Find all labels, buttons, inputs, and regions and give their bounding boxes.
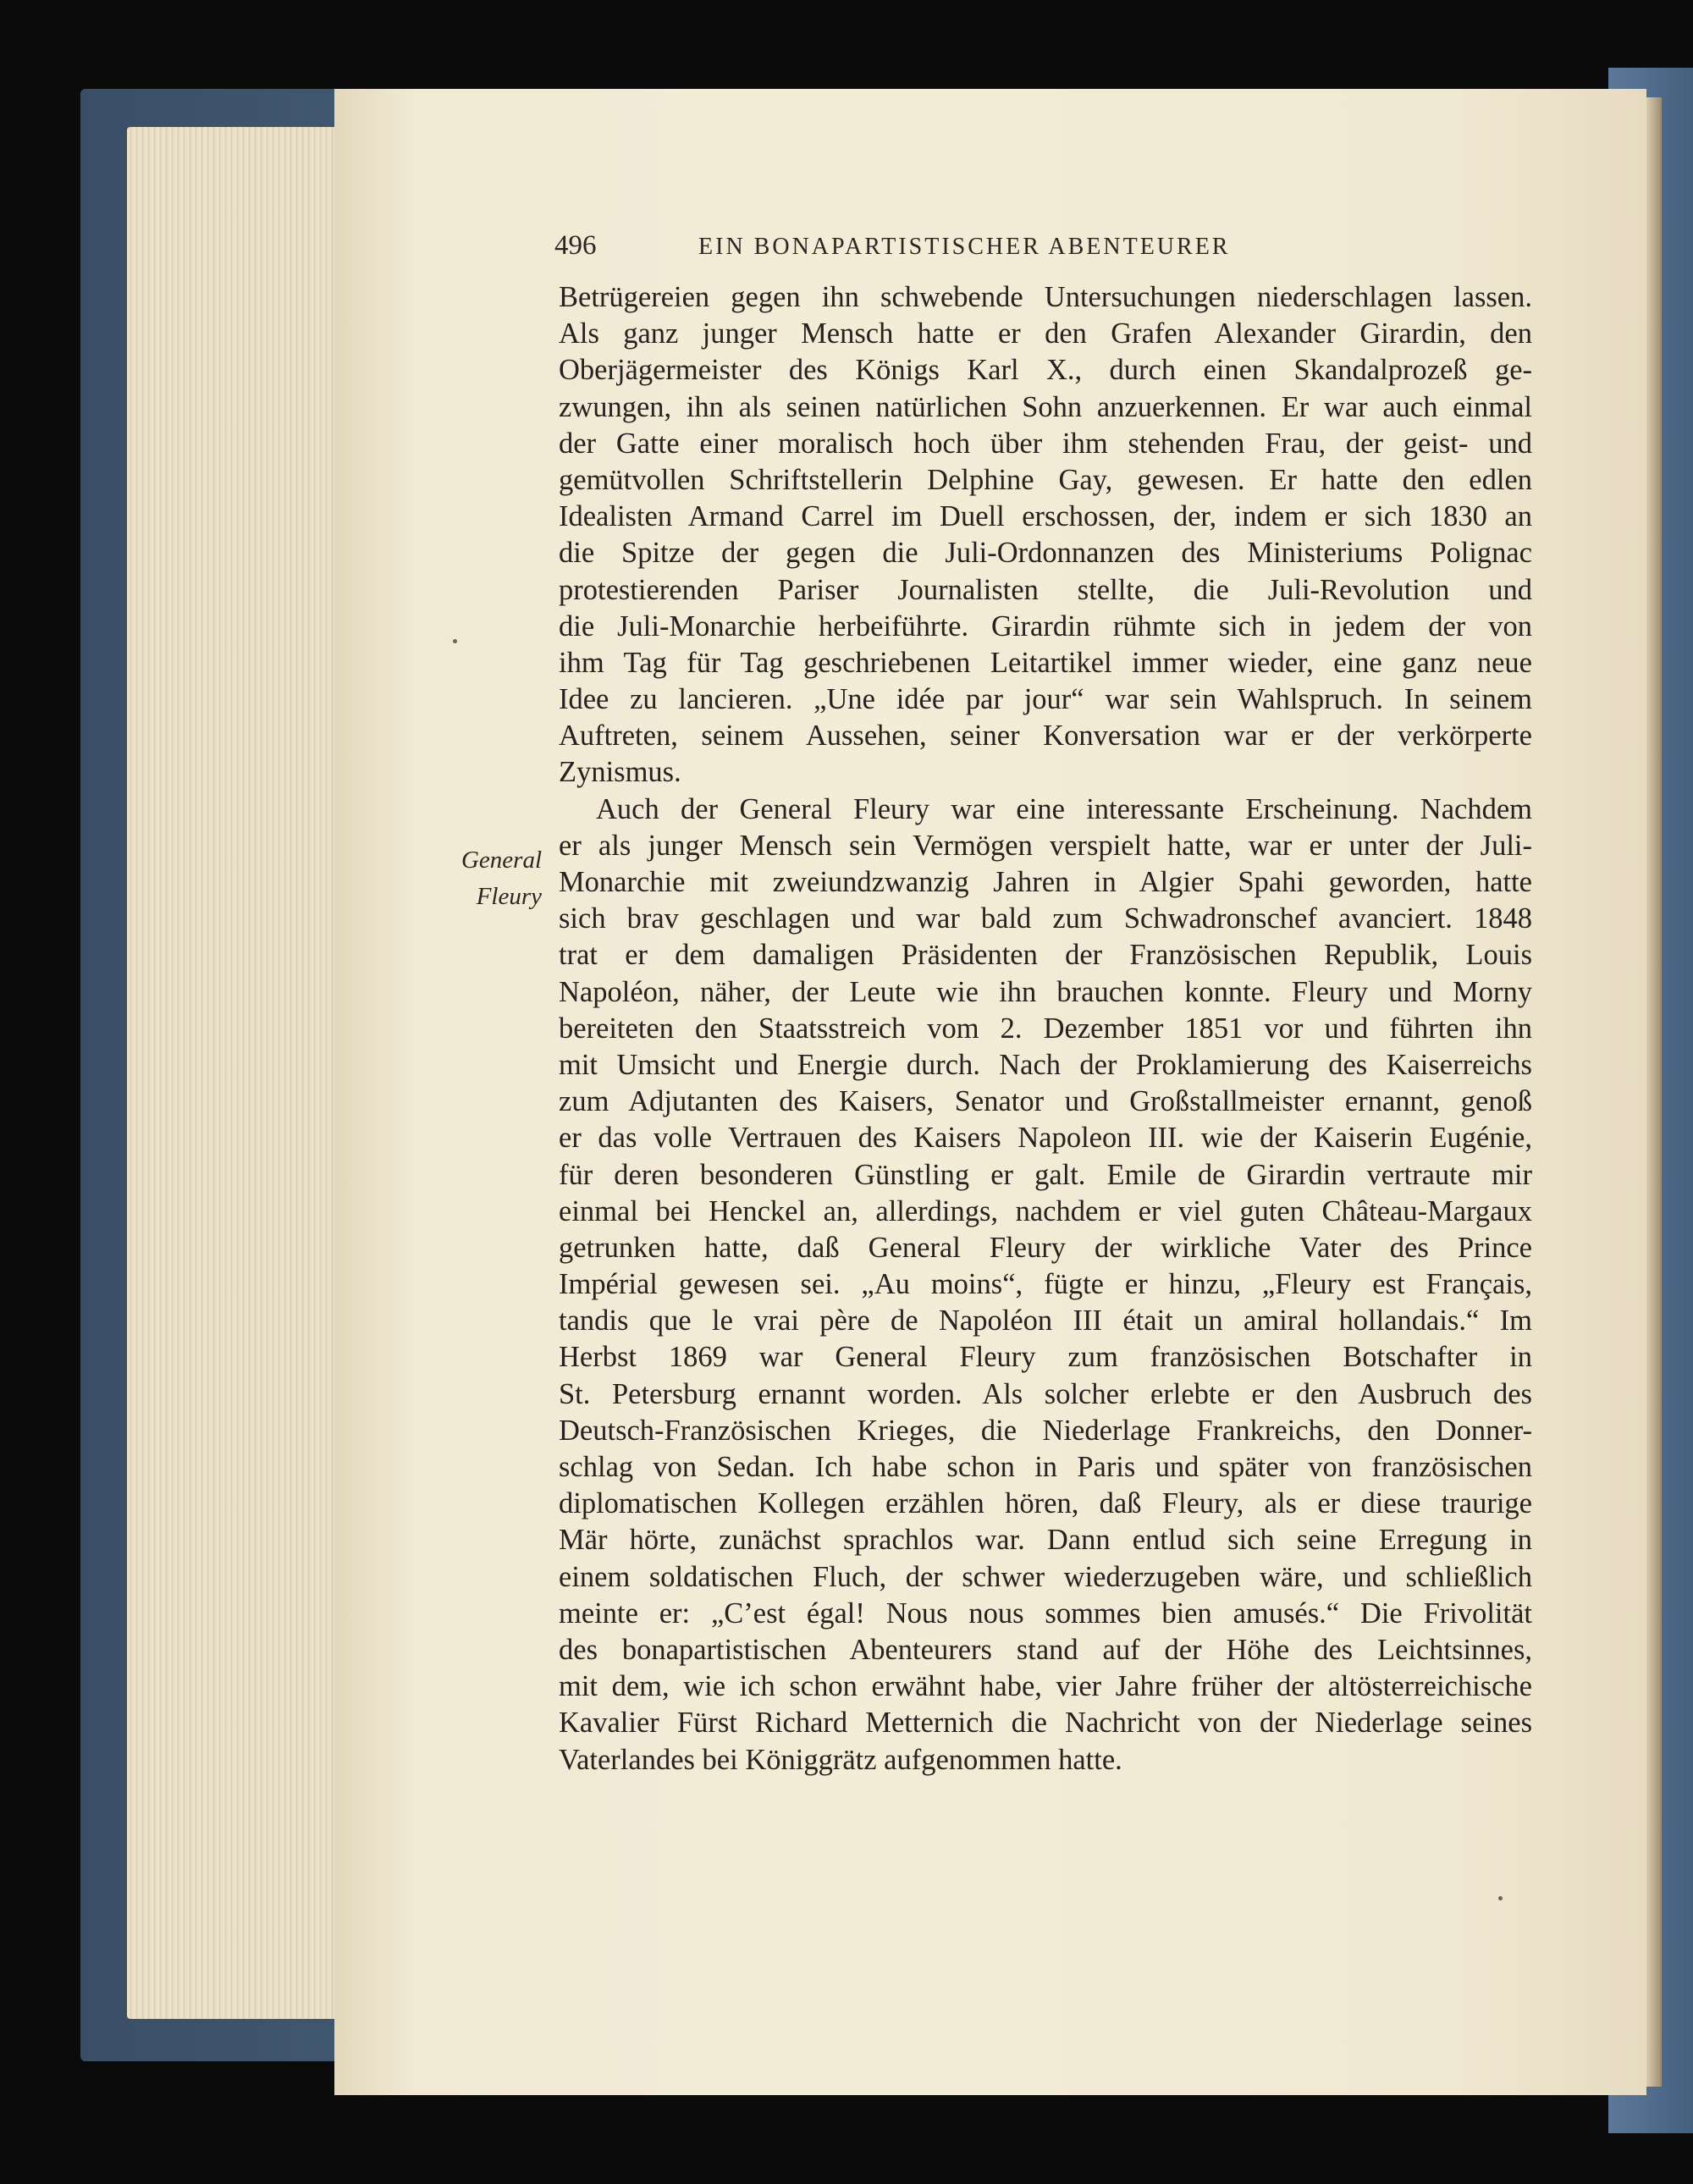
text-line: der Gatte einer moralisch hoch über ihm stehenden Frau, der geist- und [559, 427, 1532, 460]
text-line: einem soldatischen Fluch, der schwer wiederzugeben wäre, und schließlich [559, 1560, 1532, 1593]
paper-speck [1498, 1896, 1503, 1900]
page-number: 496 [554, 230, 597, 261]
text-line: getrunken hatte, daß General Fleury der wirkliche Vater des Prince [559, 1231, 1532, 1264]
text-line: trat er dem damaligen Präsidenten der Französischen Republik, Louis [559, 939, 1532, 972]
text-line: Monarchie mit zweiundzwanzig Jahren in Algier Spahi geworden, hatte [559, 866, 1532, 898]
page-block-edges [127, 127, 339, 2019]
text-line: Auch der General Fleury war eine interessante Erscheinung. Nachdem [596, 792, 1532, 825]
margin-note-line: General [460, 847, 542, 874]
text-line: Oberjägermeister des Königs Karl X., durch einen Skandalprozeß ge- [559, 354, 1532, 387]
text-line: Kavalier Fürst Richard Metternich die Nachricht von der Niederlage seines [559, 1707, 1532, 1740]
text-line: protestierenden Pariser Journalisten stellte, die Juli-Revolution und [559, 573, 1532, 606]
text-line: Vaterlandes bei Königgrätz aufgenommen hatte. [559, 1743, 1122, 1776]
text-line: meinte er: „C’est égal! Nous nous sommes bien amusés.“ Die Frivolität [559, 1597, 1532, 1630]
text-line: Herbst 1869 war General Fleury zum französischen Botschafter in [559, 1341, 1532, 1374]
text-line: tandis que le vrai père de Napoléon III était un amiral hollandais.“ Im [559, 1304, 1532, 1337]
text-line: mit Umsicht und Energie durch. Nach der Proklamierung des Kaiserreichs [559, 1048, 1532, 1081]
margin-note-line: Fleury [476, 883, 542, 911]
body-text [559, 279, 1532, 1779]
paper-speck [453, 639, 457, 643]
text-line: Mär hörte, zunächst sprachlos war. Dann entlud sich seine Erregung in [559, 1524, 1532, 1557]
text-line: er als junger Mensch sein Vermögen verspielt hatte, war er unter der Juli- [559, 829, 1532, 862]
text-line: Impérial gewesen sei. „Au moins“, fügte er hinzu, „Fleury est Français, [559, 1268, 1532, 1301]
text-line: zwungen, ihn als seinen natürlichen Sohn anzuerkennen. Er war auch einmal [559, 390, 1532, 423]
text-line: St. Petersburg ernannt worden. Als solcher erlebte er den Ausbruch des [559, 1377, 1532, 1410]
text-line: Idee zu lancieren. „Une idée par jour“ war sein Wahlspruch. In seinem [559, 683, 1532, 716]
text-line: ihm Tag für Tag geschriebenen Leitartikel immer wieder, eine ganz neue [559, 646, 1532, 679]
text-line: gemütvollen Schriftstellerin Delphine Gay, gewesen. Er hatte den edlen [559, 463, 1532, 496]
text-line: sich brav geschlagen und war bald zum Schwadronschef avanciert. 1848 [559, 902, 1532, 935]
text-line: zum Adjutanten des Kaisers, Senator und Großstallmeister ernannt, genoß [559, 1085, 1532, 1118]
text-line: die Juli-Monarchie herbeiführte. Girardin rühmte sich in jedem der von [559, 609, 1532, 643]
text-line: Idealisten Armand Carrel im Duell erschossen, der, indem er sich 1830 an [559, 500, 1532, 533]
text-line: Zynismus. [559, 756, 681, 789]
text-line: einmal bei Henckel an, allerdings, nachdem er viel guten Château-Margaux [559, 1194, 1532, 1227]
text-line: des bonapartistischen Abenteurers stand auf der Höhe des Leichtsinnes, [559, 1633, 1532, 1666]
text-line: er das volle Vertrauen des Kaisers Napoleon III. wie der Kaiserin Eugénie, [559, 1122, 1532, 1155]
text-line: Auftreten, seinem Aussehen, seiner Konversation war er der verkörperte [559, 720, 1532, 753]
text-line: für deren besonderen Günstling er galt. Emile de Girardin vertraute mir [559, 1158, 1532, 1191]
text-line: diplomatischen Kollegen erzählen hören, daß Fleury, als er diese traurige [559, 1487, 1532, 1520]
text-line: Betrügereien gegen ihn schwebende Untersuchungen niederschlagen lassen. [559, 281, 1532, 313]
margin-note [423, 842, 542, 915]
text-line: Als ganz junger Mensch hatte er den Grafen Alexander Girardin, den [559, 317, 1532, 350]
running-title: EIN BONAPARTISTISCHER ABENTEURER [698, 234, 1231, 260]
text-line: mit dem, wie ich schon erwähnt habe, vier Jahre früher der altösterreichische [559, 1670, 1532, 1703]
facing-page-edge [1646, 97, 1662, 2087]
text-line: Deutsch-Französischen Krieges, die Niederlage Frankreichs, den Donner- [559, 1414, 1532, 1447]
text-line: Napoléon, näher, der Leute wie ihn brauchen konnte. Fleury und Morny [559, 975, 1532, 1008]
text-line: schlag von Sedan. Ich habe schon in Paris und später von französischen [559, 1451, 1532, 1483]
text-line: die Spitze der gegen die Juli-Ordonnanzen des Ministeriums Polignac [559, 537, 1532, 570]
text-line: bereiteten den Staatsstreich vom 2. Dezember 1851 vor und führten ihn [559, 1012, 1532, 1045]
running-head [554, 230, 1333, 264]
